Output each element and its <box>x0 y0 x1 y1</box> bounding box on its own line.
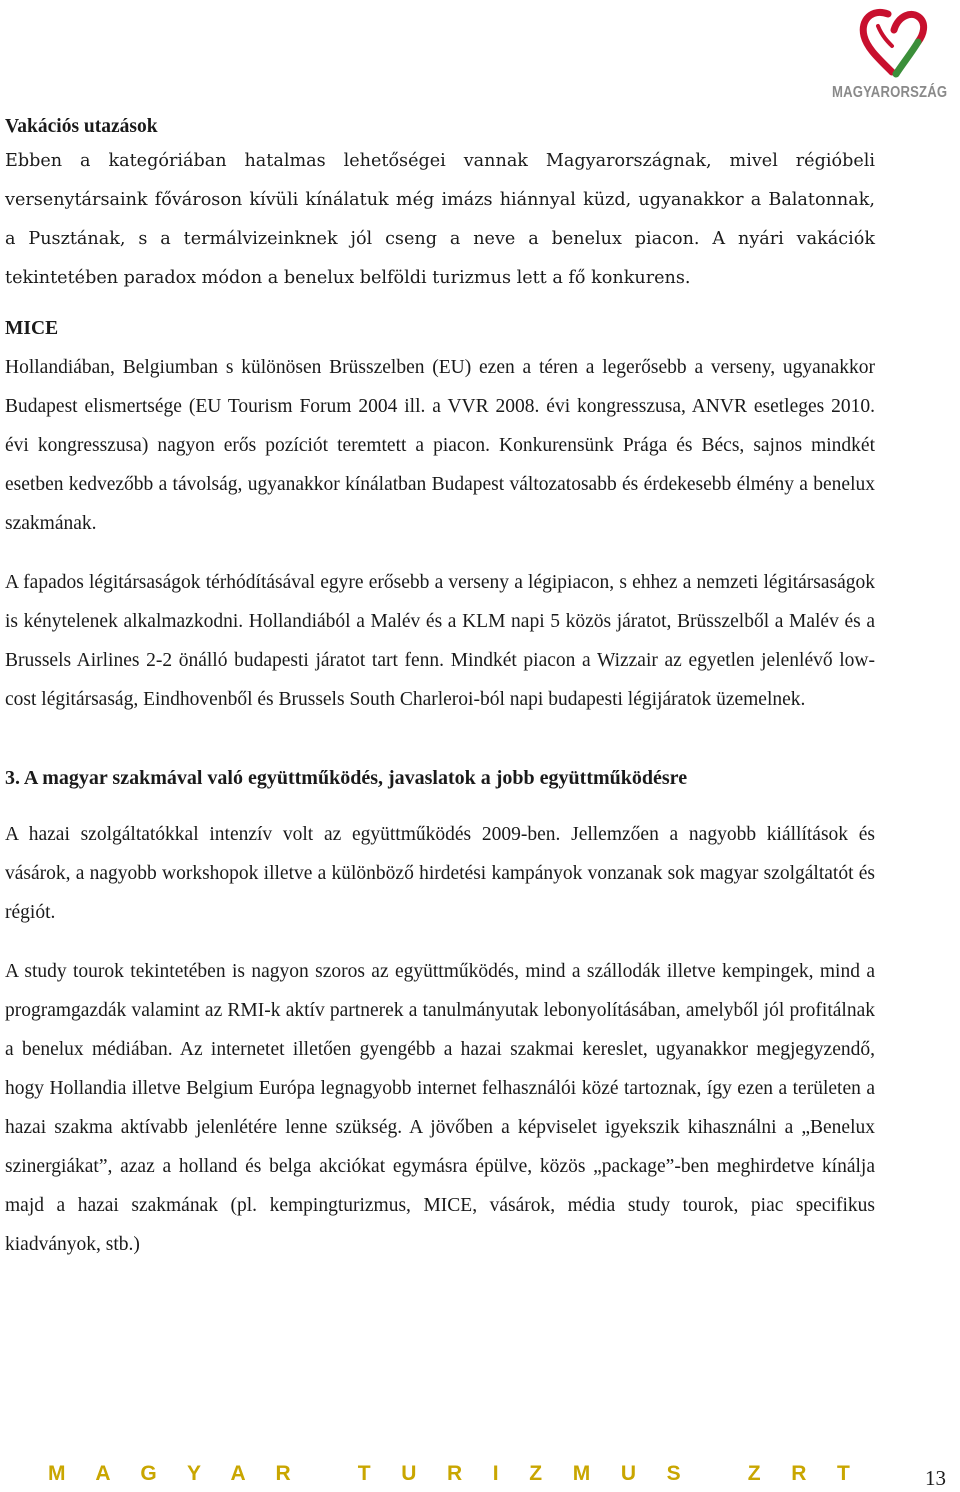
section-title-vacation: Vakációs utazások <box>5 116 158 137</box>
magyarorszag-logo <box>832 6 956 102</box>
logo-text: MAGYARORSZÁG <box>832 84 948 101</box>
paragraph-vacation: Ebben a kategóriában hatalmas lehetőségei vannak Magyarországnak, mivel régióbeli versenytársaink fővároson kívüli kínálatuk még imázs hiánnyal küzd, ugyanakkor a Balatonnak, a Pusztának, s a termálvizeinknek jól cseng a neve a benelux piacon. A nyári vakációk tekintetében paradox módon a benelux belföldi turizmus lett a fő konkurens. <box>5 151 875 288</box>
paragraph-cooperation-1: A hazai szolgáltatókkal intenzív volt az együttműködés 2009-ben. Jellemzően a nagyobb kiállítások és vásárok, a nagyobb workshopok illetve a különböző hirdetési kampányok vonzanak sok magyar szolgáltatót és régiót. <box>5 824 875 923</box>
section-title-mice: MICE <box>5 318 59 339</box>
footer-brand: M A G Y A R T U R I Z M U S Z R T <box>48 1462 863 1485</box>
page-number: 13 <box>925 1466 946 1490</box>
document-body <box>5 112 875 1264</box>
paragraph-cooperation-2: A study tourok tekintetében is nagyon szoros az együttműködés, mind a szállodák illetve kempingek, mind a programgazdák valamint az RMI-k aktív partnerek a tanulmányutak lebonyolításában, amelyből jól profitálnak a benelux médiában. Az internetet illetően gyengébb a hazai szakmai kereslet, ugyanakkor megjegyzendő, hogy Hollandia illetve Belgium Európa legnagyobb internet felhasználói közé tartoznak, így ezen a területen a hazai szakma aktívabb jelenlétére lenne szükség. A jövőben a képviselet igyekszik kihasználni a „Benelux szinergiákat”, azaz a holland és belga akciókat egymásra épülve, közös „package”-ben meghirdetve kínálja majd a hazai szakmának (pl. kempingturizmus, MICE, vásárok, média study tourok, piac specifikus kiadványok, stb.) <box>5 961 875 1255</box>
heart-logo-icon <box>858 6 930 80</box>
heading-cooperation: 3. A magyar szakmával való együttműködés, javaslatok a jobb együttműködésre <box>5 767 688 789</box>
paragraph-mice-1: Hollandiában, Belgiumban s különösen Brüsszelben (EU) ezen a téren a legerősebb a verseny, ugyanakkor Budapest elismertsége (EU Tourism Forum 2004 ill. a VVR 2008. évi kongresszusa, ANVR esetleges 2010. évi kongresszusa) nagyon erős pozíciót teremtett a piacon. Konkurensünk Prága és Bécs, sajnos mindkét esetben kedvezőbb a távolság, ugyanakkor kínálatban Budapest változatosabb és érdekesebb élmény a benelux szakmának. <box>5 357 875 534</box>
paragraph-mice-2: A fapados légitársaságok térhódításával egyre erősebb a verseny a légipiacon, s ehhez a nemzeti légitársaságok is kénytelenek alkalmazkodni. Hollandiából a Malév és a KLM napi 5 közös járatot, Brüsszelből a Malév és a Brussels Airlines 2-2 önálló budapesti járatot tart fenn. Mindkét piacon a Wizzair az egyetlen jelenlévő low-cost légitársaság, Eindhovenből és Brussels South Charleroi-ból napi budapesti légijáratok üzemelnek. <box>5 572 875 710</box>
